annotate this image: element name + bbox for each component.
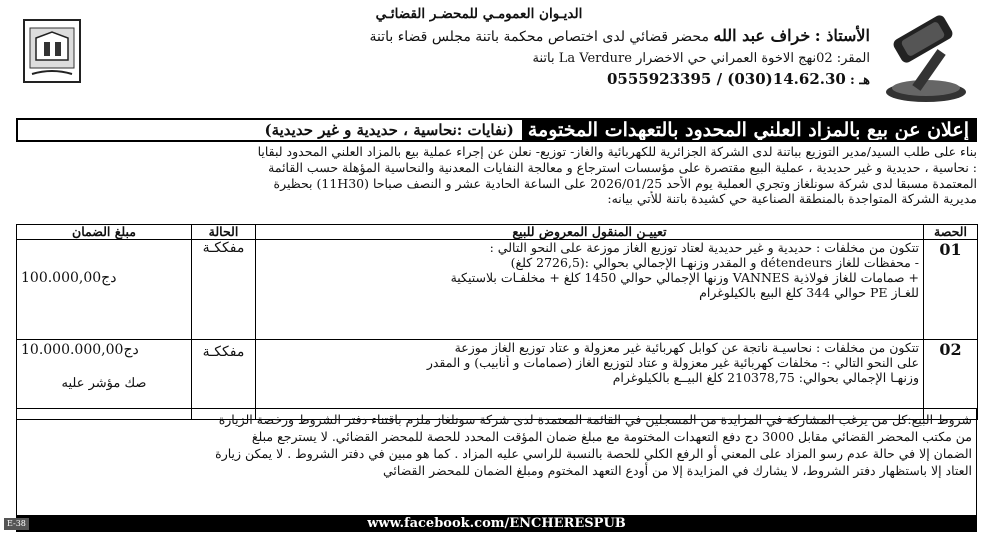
- lot-state: مفككـة: [192, 240, 256, 340]
- lot-state: مفككـة: [192, 340, 256, 420]
- intro-paragraph: [16, 144, 977, 207]
- phone-line: [88, 69, 870, 91]
- table-row: [17, 240, 978, 340]
- announcement-subtitle: (نفايات :نحاسية ، حديدية و غير حديدية): [264, 121, 514, 139]
- col-header-description: تعييـن المنقول المعروض للبيع: [256, 225, 924, 240]
- intro-line: بناء على طلب السيد/مدير التوزيع بباتنة لدى الشركة الجزائرية للكهربائية والغاز- توزيع- نعلن عن إجراء عملية بيع بالمزاد العلني المحدود لبقايا: [257, 144, 977, 159]
- description-line: - محفظات للغاز détendeurs و المقدر وزنهـا الإجمالي بحوالي :(2726,5 كلغ): [510, 255, 919, 270]
- announcement-title-bar: [16, 118, 977, 142]
- page-code: E-38: [4, 518, 29, 530]
- bailiff-logo-icon: [22, 18, 82, 84]
- guarantee-amount: 10.000.000,00دج: [21, 342, 139, 358]
- col-header-guarantee: مبلغ الضمان: [17, 225, 192, 240]
- intro-line: مديرية الشركة المتواجدة بالمنطقة الصناعية حي كشيدة باتنة للأتي بيانه:: [607, 191, 977, 207]
- bailiff-line: [88, 25, 870, 48]
- guarantee-amount: 100.000,00دج: [21, 270, 117, 286]
- office-info: [88, 4, 870, 91]
- condition-line: شروط البيع:كل من يرغب المشاركة في المزايدة من المسجلين في القائمة المعتمدة لدى شركة سونلغاز ملزم باقتناء دفتر الشروط ورخصة الزيارة: [218, 412, 972, 427]
- bailiff-name: خراف عبد الله: [713, 26, 811, 45]
- condition-line: العتاد إلا باستظهار دفتر الشروط، لا يشارك في المزايدة إلا من أودع التعهد المختوم ومبلغ الضمان للمحضر القضائي: [382, 463, 972, 478]
- office-title: الديـوان العمومـي للمحضـر القضائـي: [375, 6, 583, 22]
- table-header-row: [17, 225, 978, 240]
- lot-guarantee: [17, 240, 192, 340]
- footer-url: www.facebook.com/ENCHERESPUB: [16, 516, 977, 532]
- lot-number: 02: [924, 340, 978, 420]
- col-header-state: الحالة: [192, 225, 256, 240]
- header: [8, 4, 980, 118]
- guarantee-note: صك مؤشر عليه: [61, 376, 147, 391]
- description-line: على النحو التالي :- مخلفات كهربائية غير معزولة و عتاد لتوزيع الغاز (صمامات و أنابيب) و المقدر: [426, 355, 919, 370]
- office-address: المقر: 02نهج الاخوة العمراني حي الاخضرار La Verdure باتنة: [532, 51, 870, 66]
- intro-line: : نحاسية ، حديدية و غير حديدية ، عملية البيع مقتصرة على مؤسسات استرجاع و معالجة النفايات المعدنية والنحاسية المؤهلة حسب القائمة: [268, 159, 977, 175]
- lots-table: [16, 224, 978, 420]
- lot-description: [256, 240, 924, 340]
- sale-conditions: [16, 408, 977, 516]
- description-line: + صمامات للغاز فولاذية VANNES وزنها الإجمالي حوالي 1450 كلغ + مخلفـات بلاستيكية: [450, 270, 919, 285]
- gavel-logo-icon: [876, 4, 976, 108]
- announcement-title: إعلان عن بيع بالمزاد العلني المحدود بالتعهدات المختومة: [522, 120, 975, 140]
- bailiff-role: محضر قضائي لدى اختصاص محكمة باتنة مجلس قضاء باتنة: [369, 29, 709, 45]
- name-label: الأستاذ :: [814, 26, 870, 45]
- condition-line: الضمان إلا في حالة عدم رسو المزاد على المعني أو الرفع الكلي للحصة بالنسبة للراسي عليه المزاد . كما هو مبين في دفتر الشروط . لا يمكن زيارة: [215, 446, 972, 461]
- intro-line: المعتمدة مسبقا لدى شركة سونلغاز وتجري العملية يوم الأحد 2026/01/25 على الساعة الحادية عشر و النصف صباحا (11H30) بحظيرة: [273, 175, 977, 191]
- description-line: تتكون من مخلفات : حديدية و غير حديدية لعتاد توزيع الغاز موزعة على النحو التالي :: [489, 240, 919, 255]
- description-line: تتكون من مخلفات : نحاسيـة ناتجة عن كوابل كهربائية غير معزولة و عتاد توزيع الغاز موزعة: [454, 340, 919, 355]
- description-line: للغـاز PE حوالي 344 كلغ البيع بالكيلوغرام: [699, 285, 919, 300]
- col-header-lot: الحصة: [924, 225, 978, 240]
- phone-prefix: هـ :: [850, 73, 870, 88]
- lot-number: 01: [924, 240, 978, 340]
- condition-line: من مكتب المحضر القضائي مقابل 3000 دج دفع التعهدات المختومة مع مبلغ ضمان المؤقت المحدد للحصة للمحضر القضائي. لا يسترجع مبلغ: [251, 429, 972, 444]
- description-line: وزنهـا الإجمالي بحوالي: 210378,75 كلغ البيــع بالكيلوغرام: [612, 370, 919, 385]
- phone-number: 0555923395 / (030)14.62.30: [606, 70, 846, 88]
